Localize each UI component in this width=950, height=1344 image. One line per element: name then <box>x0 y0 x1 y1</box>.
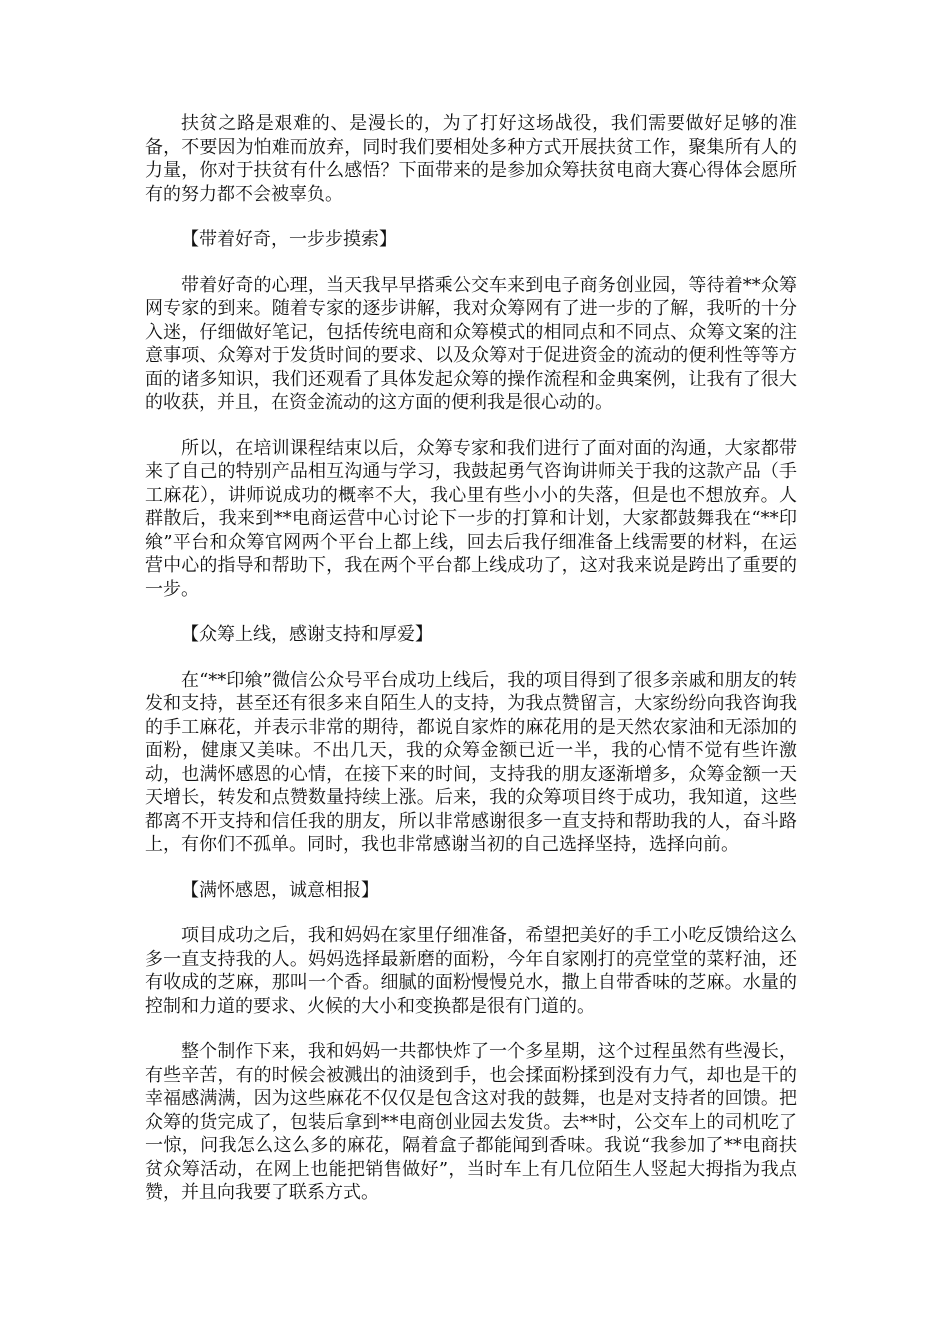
paragraph-preparation: 项目成功之后，我和妈妈在家里仔细准备，希望把美好的手工小吃反馈给这么多一直支持我的人。妈妈选择最新磨的面粉，今年自家刚打的亮堂堂的菜籽油，还有收成的芝麻，那叫一个香。细腻的面粉慢慢兑水，撒上自带香味的芝麻。水量的控制和力道的要求、火候的大小和变换都是很有门道的。 <box>145 925 797 1017</box>
section-heading-gratitude: 【满怀感恩，诚意相报】 <box>181 879 379 901</box>
paragraph-intro: 扶贫之路是艰难的、是漫长的，为了打好这场战役，我们需要做好足够的准备，不要因为怕难而放弃，同时我们要相处多种方式开展扶贫工作，聚集所有人的力量，你对于扶贫有什么感悟？下面带来的是参加众筹扶贫电商大赛心得体会愿所有的努力都不会被辜负。 <box>145 113 797 205</box>
section-heading-launch: 【众筹上线，感谢支持和厚爱】 <box>181 624 433 645</box>
paragraph-consultation: 所以，在培训课程结束以后，众筹专家和我们进行了面对面的沟通，大家都带来了自己的特别产品相互沟通与学习，我鼓起勇气咨询讲师关于我的这款产品（手工麻花），讲师说成功的概率不大，我心里有些小小的失落，但是也不想放弃。人群散后，我来到**电商运营中心讨论下一步的打算和计划，大家都鼓舞我在“**印飨”平台和众筹官网两个平台上都上线，回去后我仔细准备上线需要的材料，在运营中心的指导和帮助下，我在两个平台都上线成功了，这对我来说是跨出了重要的一步。 <box>145 437 797 600</box>
document-body <box>145 112 797 1227</box>
paragraph-production: 整个制作下来，我和妈妈一共都快炸了一个多星期，这个过程虽然有些漫长，有些辛苦，有的时候会被溅出的油烫到手，也会揉面粉揉到没有力气，却也是干的幸福感满满，因为这些麻花不仅仅是包含这对我的鼓舞，也是对支持者的回馈。把众筹的货完成了，包装后拿到**电商创业园去发货。去**时，公交车上的司机吃了一惊，问我怎么这么多的麻花，隔着盒子都能闻到香味。我说“我参加了**电商扶贫众筹活动，在网上也能把销售做好”，当时车上有几位陌生人竖起大拇指为我点赞，并且向我要了联系方式。 <box>145 1041 797 1203</box>
section-heading-curiosity: 【带着好奇，一步步摸索】 <box>181 229 397 250</box>
paragraph-training: 带着好奇的心理，当天我早早搭乘公交车来到电子商务创业园，等待着**众筹网专家的到来。随着专家的逐步讲解，我对众筹网有了进一步的了解，我听的十分入迷，仔细做好笔记，包括传统电商和众筹模式的相同点和不同点、众筹文案的注意事项、众筹对于发货时间的要求、以及众筹对于促进资金的流动的便利性等等方面的诸多知识，我们还观看了具体发起众筹的操作流程和金典案例，让我有了很大的收获，并且，在资金流动的这方面的便利我是很心动的。 <box>145 274 797 413</box>
paragraph-support: 在“**印飨”微信公众号平台成功上线后，我的项目得到了很多亲戚和朋友的转发和支持，甚至还有很多来自陌生人的支持，为我点赞留言，大家纷纷向我咨询我的手工麻花，并表示非常的期待，都说自家炸的麻花用的是天然农家油和无添加的面粉，健康又美味。不出几天，我的众筹金额已近一半，我的心情不觉有些许激动，也满怀感恩的心情，在接下来的时间，支持我的朋友逐渐增多，众筹金额一天天增长，转发和点赞数量持续上涨。后来，我的众筹项目终于成功，我知道，这些都离不开支持和信任我的朋友，所以非常感谢很多一直支持和帮助我的人，奋斗路上，有你们不孤单。同时，我也非常感谢当初的自己选择坚持，选择向前。 <box>145 669 797 855</box>
